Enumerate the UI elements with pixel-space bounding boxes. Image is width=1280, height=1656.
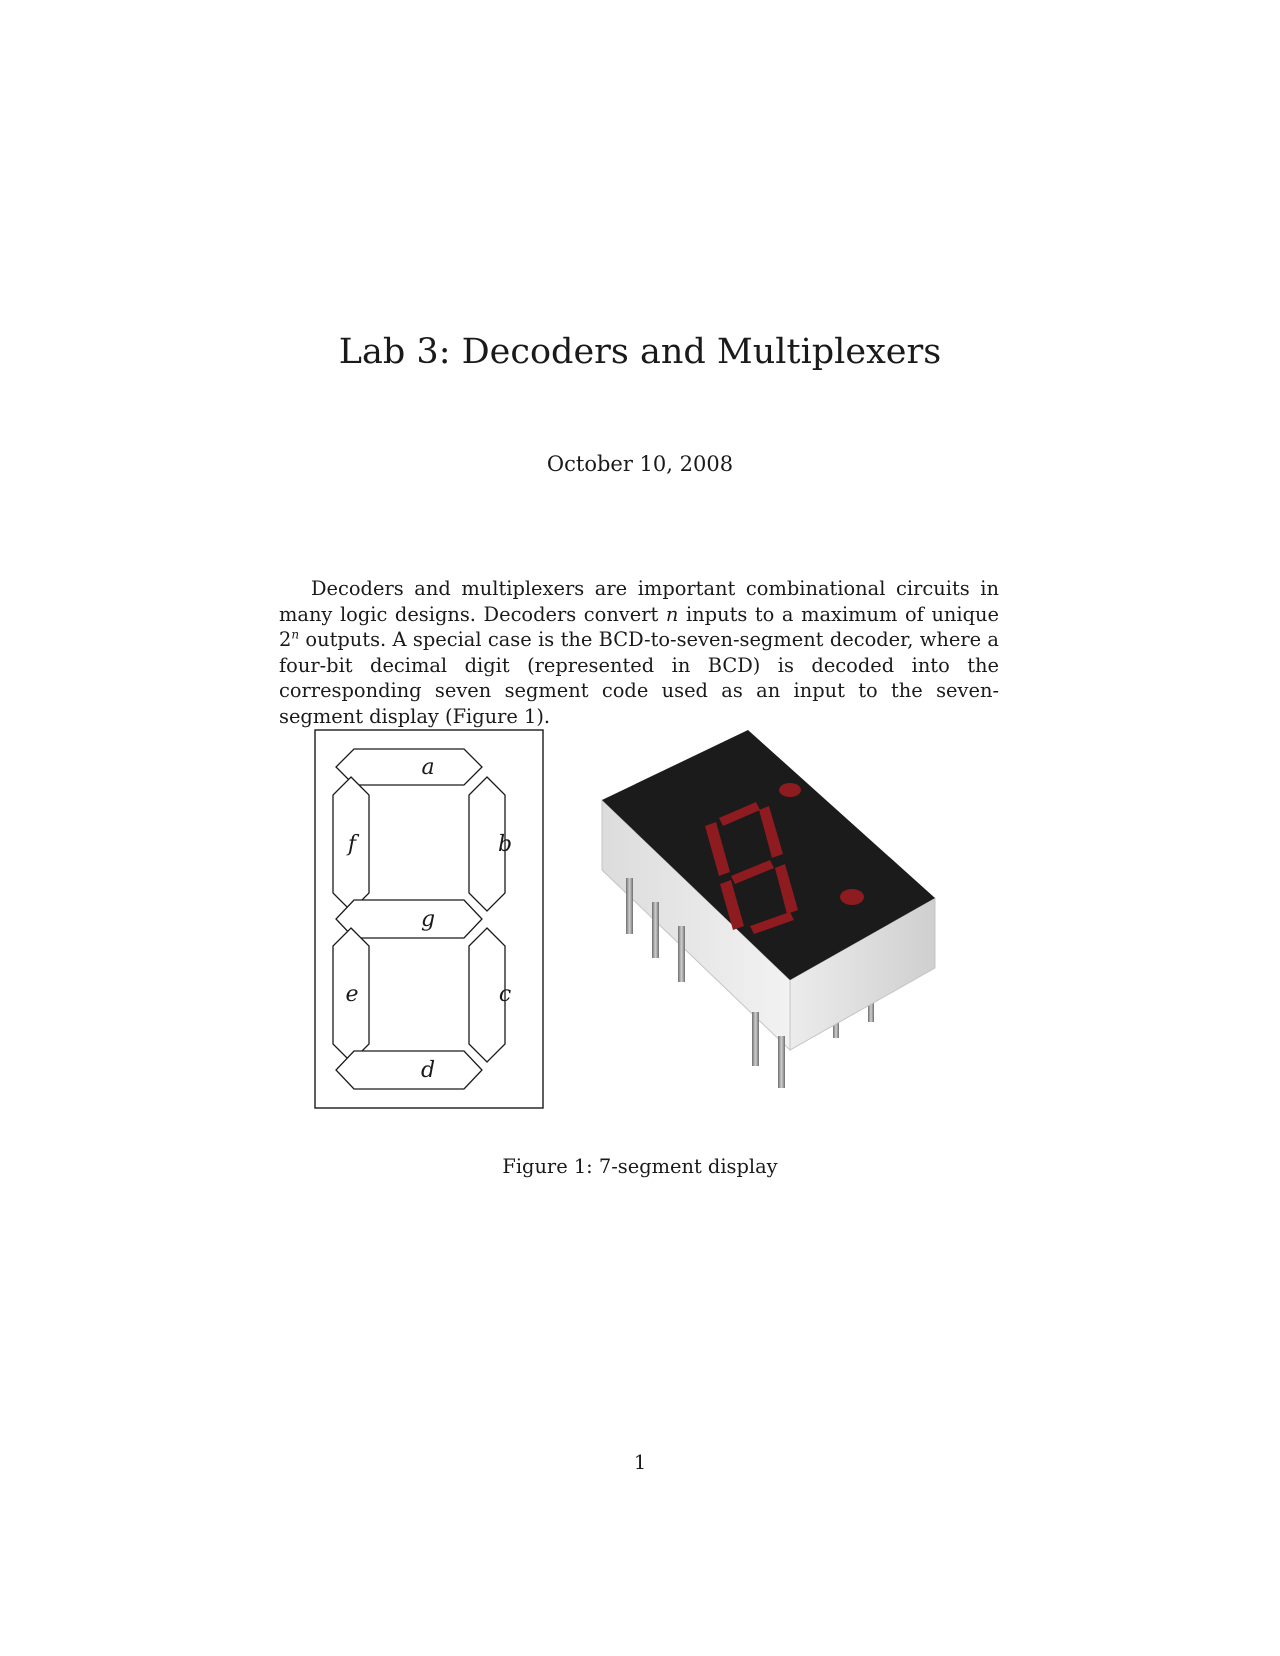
pin	[678, 926, 685, 982]
power-exponent: n	[291, 627, 300, 642]
segment-d	[336, 1051, 482, 1089]
label-f: f	[347, 832, 357, 857]
label-e: e	[345, 982, 359, 1007]
power-base: 2	[279, 628, 292, 651]
intro-text-1: Decoders and multiplexers are important combinational circuits in many logic designs. Decoders convert	[279, 577, 999, 626]
intro-text-3: outputs. A special case is the BCD-to-seven-segment decoder, where a four-bit decimal digit (represented in BCD) is decoded into the corresponding seven segment code used as an input to the seven-segment display (Figure 1).	[279, 628, 999, 728]
led-dot-upper	[779, 783, 801, 797]
label-b: b	[497, 832, 513, 857]
label-c: c	[498, 982, 512, 1007]
pin	[752, 1012, 759, 1066]
label-a: a	[421, 755, 435, 780]
label-d: d	[420, 1058, 436, 1083]
paper-title: Lab 3: Decoders and Multiplexers	[338, 332, 942, 372]
pin	[652, 902, 659, 958]
page-number: 1	[633, 1451, 647, 1474]
intro-paragraph	[279, 576, 999, 729]
figure-caption: Figure 1: 7-segment display	[502, 1155, 778, 1178]
pin	[626, 878, 633, 934]
label-g: g	[420, 907, 436, 932]
intro-text-2: inputs to a maximum of unique	[678, 602, 999, 626]
segment-g	[336, 900, 482, 938]
var-n: n	[665, 602, 679, 626]
pin	[778, 1036, 785, 1088]
segment-a	[336, 749, 482, 785]
led-dot-lower	[840, 889, 864, 905]
paper-date: October 10, 2008	[546, 452, 734, 476]
segment-diagram	[314, 729, 544, 1109]
led-display-illustration	[590, 730, 960, 1100]
